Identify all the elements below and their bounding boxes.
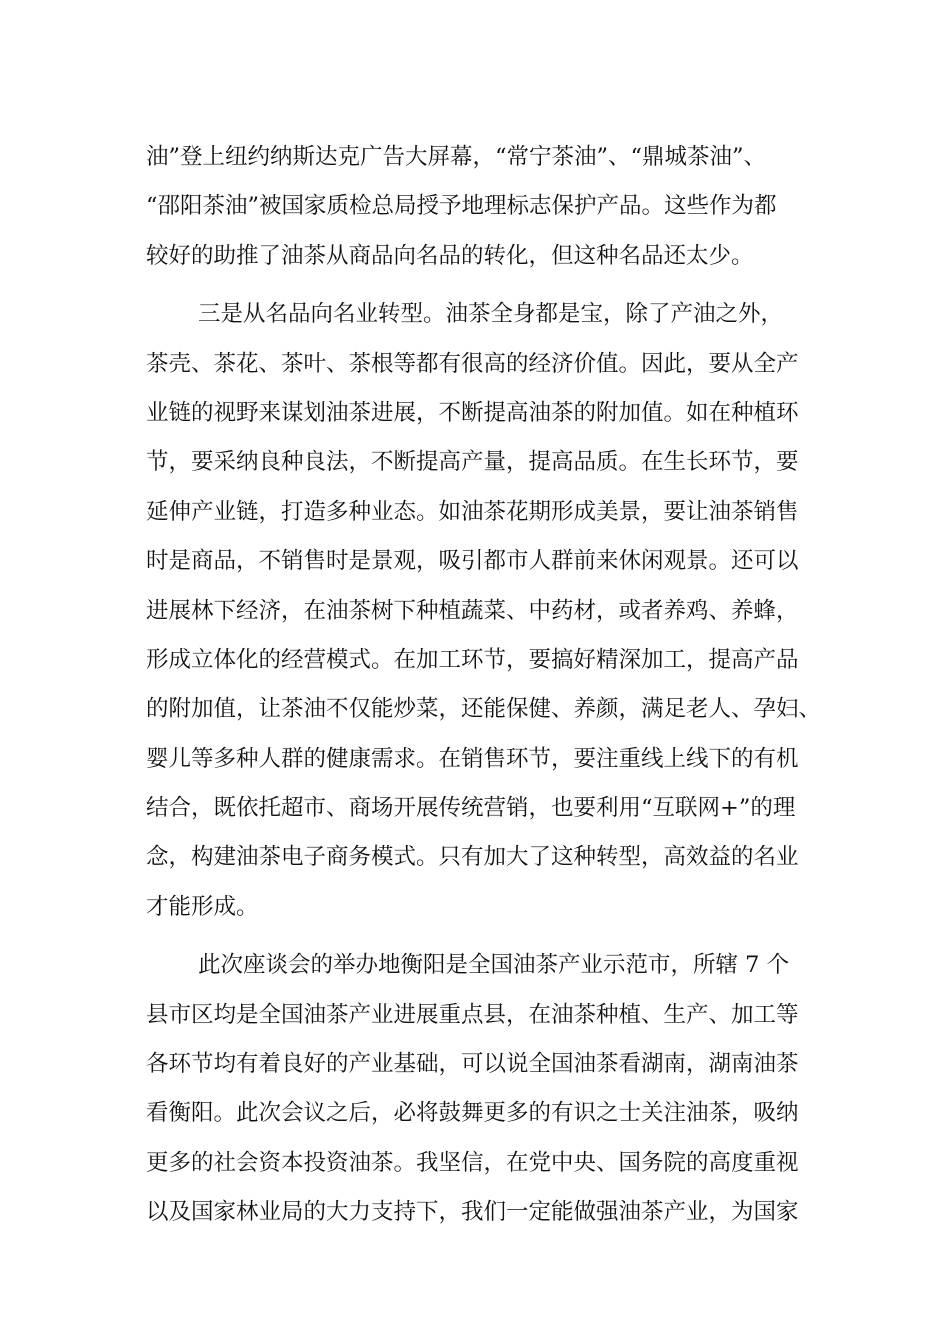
text-line: 婴儿等多种人群的健康需求。在销售环节，要注重线上线下的有机: [146, 745, 799, 772]
text-line: 以及国家林业局的大力支持下，我们一定能做强油茶产业，为国家: [146, 1199, 799, 1226]
text-line-first: 三是从名品向名业转型。油茶全身都是宝，除了产油之外，: [198, 301, 784, 328]
text-line: 进展林下经济，在油茶树下种植蔬菜、中药材，或者养鸡、养蜂，: [146, 597, 799, 624]
text-line: 节，要采纳良种良法，不断提高产量，提高品质。在生长环节，要: [146, 449, 799, 476]
paragraph-1: [146, 133, 816, 281]
paragraph-3: [146, 941, 816, 1237]
text-line: 的附加值，让茶油不仅能炒菜，还能保健、养颜，满足老人、孕妇、: [146, 696, 822, 723]
text-line: 县市区均是全国油茶产业进展重点县，在油茶种植、生产、加工等: [146, 1001, 799, 1028]
text-line: 较好的助推了油茶从商品向名品的转化，但这种名品还太少。: [146, 242, 754, 269]
text-line: 时是商品，不销售时是景观，吸引都市人群前来休闲观景。还可以: [146, 548, 799, 575]
paragraph-spacing: [146, 932, 816, 941]
text-line: 更多的社会资本投资油茶。我坚信，在党中央、国务院的高度重视: [146, 1149, 799, 1176]
text-line: 茶壳、茶花、茶叶、茶根等都有很高的经济价值。因此，要从全产: [146, 350, 799, 377]
text-line: 结合，既依托超市、商场开展传统营销，也要利用“互联网+”的理: [146, 795, 796, 822]
text-line: 念，构建油茶电子商务模式。只有加大了这种转型，高效益的名业: [146, 844, 799, 871]
text-line: 延伸产业链，打造多种业态。如油茶花期形成美景，要让油茶销售: [146, 498, 799, 525]
document-body: [146, 133, 822, 1238]
text-line: 油”登上纽约纳斯达克广告大屏幕，“常宁茶油”、“鼎城茶油”、: [146, 144, 767, 170]
paragraph-spacing: [146, 281, 816, 290]
paragraph-2: [146, 290, 822, 932]
text-line: 才能形成。: [146, 893, 259, 920]
text-line: 业链的视野来谋划油茶进展，不断提高油茶的附加值。如在种植环: [146, 399, 799, 426]
text-line: 各环节均有着良好的产业基础，可以说全国油茶看湖南，湖南油茶: [146, 1051, 799, 1078]
text-line: “邵阳茶油”被国家质检总局授予地理标志保护产品。这些作为都: [146, 193, 777, 220]
text-line: 看衡阳。此次会议之后，必将鼓舞更多的有识之士关注油茶，吸纳: [146, 1100, 799, 1127]
text-line: 形成立体化的经营模式。在加工环节，要搞好精深加工，提高产品: [146, 646, 799, 673]
text-line-first: 此次座谈会的举办地衡阳是全国油茶产业示范市，所辖 7 个: [198, 952, 790, 979]
